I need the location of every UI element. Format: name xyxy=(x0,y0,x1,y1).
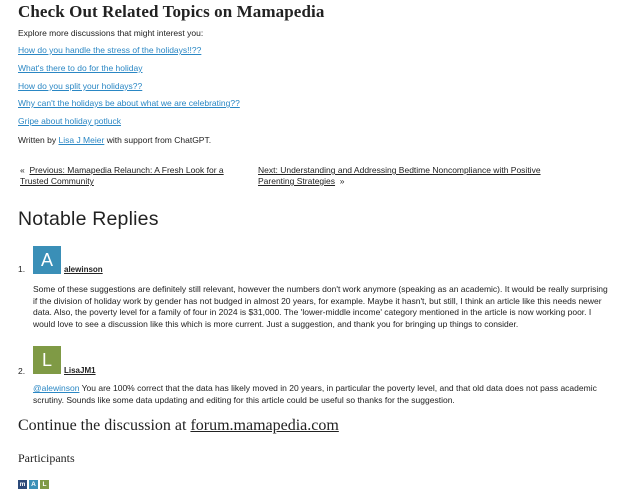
reply-username[interactable]: alewinson xyxy=(64,265,103,274)
reply-number: 2. xyxy=(18,366,26,376)
participant-avatar[interactable]: A xyxy=(29,480,38,489)
related-link-4[interactable]: Why can't the holidays be about what we are celebrating?? xyxy=(18,98,240,108)
avatar[interactable]: A xyxy=(33,246,61,274)
participant-avatar[interactable]: L xyxy=(40,480,49,489)
reply-username[interactable]: LisaJM1 xyxy=(64,366,96,375)
continue-prefix: Continue the discussion at xyxy=(18,417,191,434)
written-prefix: Written by xyxy=(18,135,57,145)
participant-avatar[interactable]: m xyxy=(19,481,26,488)
related-link-2[interactable]: What's there to do for the holiday xyxy=(18,63,143,73)
reply-text: You are 100% correct that the data has likely moved in 20 years, in particular the poverty level, and that old data does not pass academic scrutiny. Sounds like some data updating and editing for this article could be useful so thanks for the suggestion. xyxy=(33,383,597,405)
forum-link[interactable]: forum.mamapedia.com xyxy=(190,417,339,434)
previous-post-nav xyxy=(20,165,235,187)
next-post-nav xyxy=(258,165,578,187)
reply-body: Some of these suggestions are definitely still relevant, however the numbers don't work anymore (speaking as an academic). It would be really surprising if the division of holiday work by gender has not budged in almost 20 years, for example. Maybe it hasn't, but still, I think an article like this needs newer data. Also, the poverty level for a family of four in 2024 is $31,000. The 'lower-middle income' category mentioned in the article is now working poor. I would love to see a discussion like this which is more current. Just a suggestion, and thank you for bringing up things to consider. xyxy=(33,284,608,329)
next-post-link[interactable]: Next: Understanding and Addressing Bedtime Noncompliance with Positive Parenting Strategies xyxy=(258,165,541,186)
reply-number: 1. xyxy=(18,264,26,274)
previous-post-link[interactable]: Previous: Mamapedia Relaunch: A Fresh Look for a Trusted Community xyxy=(20,165,224,186)
related-link-3[interactable]: How do you split your holidays?? xyxy=(18,81,143,91)
related-intro: Explore more discussions that might interest you: xyxy=(18,28,204,38)
author-link[interactable]: Lisa J Meier xyxy=(58,135,105,145)
written-by xyxy=(18,135,211,145)
related-topics-title: Check Out Related Topics on Mamapedia xyxy=(18,2,325,21)
participants-title: Participants xyxy=(18,451,75,465)
written-suffix: with support from ChatGPT. xyxy=(106,135,212,145)
avatar[interactable]: L xyxy=(33,346,61,374)
mention-link[interactable]: @alewinson xyxy=(33,383,80,393)
related-link-5[interactable]: Gripe about holiday potluck xyxy=(18,116,122,126)
prev-arrow-icon: « xyxy=(20,165,25,175)
participants-list xyxy=(18,480,49,489)
notable-replies-title: Notable Replies xyxy=(18,208,159,230)
continue-discussion xyxy=(18,417,339,435)
related-link-1[interactable]: How do you handle the stress of the holidays!!?? xyxy=(18,45,202,55)
reply-body xyxy=(33,383,613,406)
next-arrow-icon: » xyxy=(339,176,345,186)
